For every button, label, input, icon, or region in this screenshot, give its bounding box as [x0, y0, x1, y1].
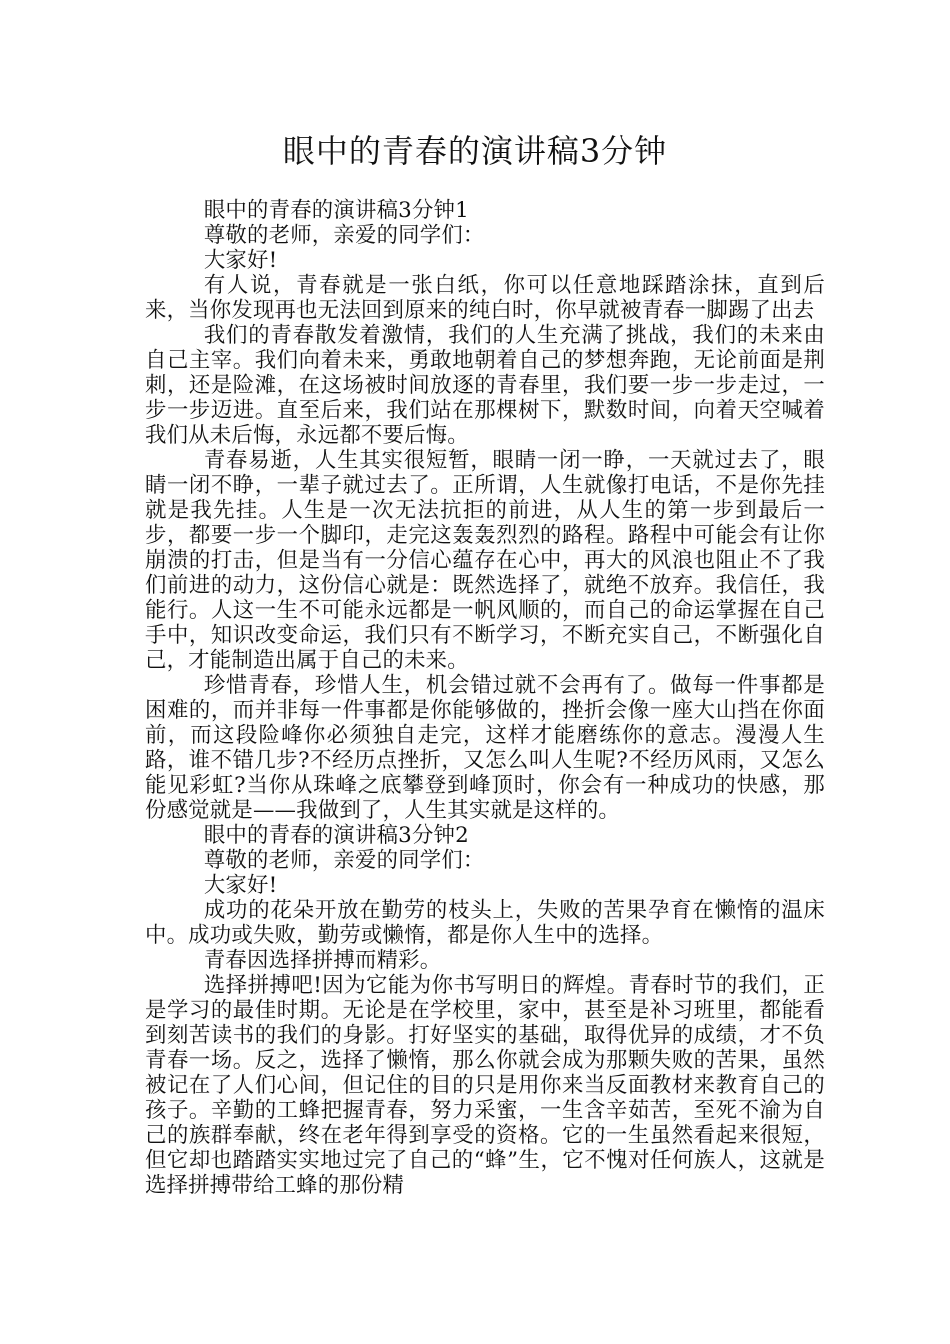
document-title: 眼中的青春的演讲稿3分钟: [282, 132, 668, 170]
paragraph: 青春因选择拼搏而精彩。: [203, 948, 442, 973]
paragraph: 有人说，青春就是一张白纸，你可以任意地踩踏涂抹，直到后来，当你发现再也无法回到原来的纯白时，你早就被青春一脚踢了出去: [145, 273, 825, 323]
greeting: 大家好!: [203, 248, 278, 273]
salutation: 尊敬的老师，亲爱的同学们：: [203, 848, 485, 873]
greeting: 大家好!: [203, 873, 278, 898]
paragraph: 选择拼搏吧!因为它能为你书写明日的辉煌。青春时节的我们，正是学习的最佳时期。无论是在学校里，家中，甚至是补习班里，都能看到刻苦读书的我们的身影。打好坚实的基础，取得优异的成绩，才不负青春一场。反之，选择了懒惰，那么你就会成为那颗失败的苦果，虽然被记在了人们心间，但记住的目的只是用你来当反面教材来教育自己的孩子。辛勤的工蜂把握青春，努力采蜜，一生含辛茹苦，至死不渝为自己的族群奉献，终在老年得到享受的资格。它的一生虽然看起来很短，但它却也踏踏实实地过完了自己的“蜂”生，它不愧对任何族人，这就是选择拼搏带给工蜂的那份精: [145, 973, 825, 1198]
paragraph: 我们的青春散发着激情，我们的人生充满了挑战，我们的未来由自己主宰。我们向着未来，勇敢地朝着自己的梦想奔跑，无论前面是荆刺，还是险滩，在这场被时间放逐的青春里，我们要一步一步走过，一步一步迈进。直至后来，我们站在那棵树下，默数时间，向着天空喊着我们从未后悔，永远都不要后悔。: [145, 323, 825, 448]
paragraph: 成功的花朵开放在勤劳的枝头上，失败的苦果孕育在懒惰的温床中。成功或失败，勤劳或懒惰，都是你人生中的选择。: [145, 898, 825, 948]
salutation: 尊敬的老师，亲爱的同学们：: [203, 223, 485, 248]
paragraph: 珍惜青春，珍惜人生，机会错过就不会再有了。做每一件事都是困难的，而并非每一件事都是你能够做的，挫折会像一座大山挡在你面前，而这段险峰你必须独自走完，这样才能磨练你的意志。漫漫人生路，谁不错几步?不经历点挫折，又怎么叫人生呢?不经历风雨，又怎么能见彩虹?当你从珠峰之底攀登到峰顶时，你会有一种成功的快感，那份感觉就是——我做到了，人生其实就是这样的。: [145, 673, 825, 823]
paragraph: 青春易逝，人生其实很短暂，眼睛一闭一睁，一天就过去了，眼睛一闭不睁，一辈子就过去了。正所谓，人生就像打电话，不是你先挂就是我先挂。人生是一次无法抗拒的前进，从人生的第一步到最后一步，都要一步一个脚印，走完这轰轰烈烈的路程。路程中可能会有让你崩溃的打击，但是当有一分信心蕴存在心中，再大的风浪也阻止不了我们前进的动力，这份信心就是：既然选择了，就绝不放弃。我信任，我能行。人这一生不可能永远都是一帆风顺的，而自己的命运掌握在自己手中，知识改变命运，我们只有不断学习，不断充实自己，不断强化自己，才能制造出属于自己的未来。: [145, 448, 825, 673]
section-heading-1: 眼中的青春的演讲稿3分钟1: [203, 198, 469, 223]
section-heading-2: 眼中的青春的演讲稿3分钟2: [203, 823, 469, 848]
document-body: [145, 198, 825, 1198]
